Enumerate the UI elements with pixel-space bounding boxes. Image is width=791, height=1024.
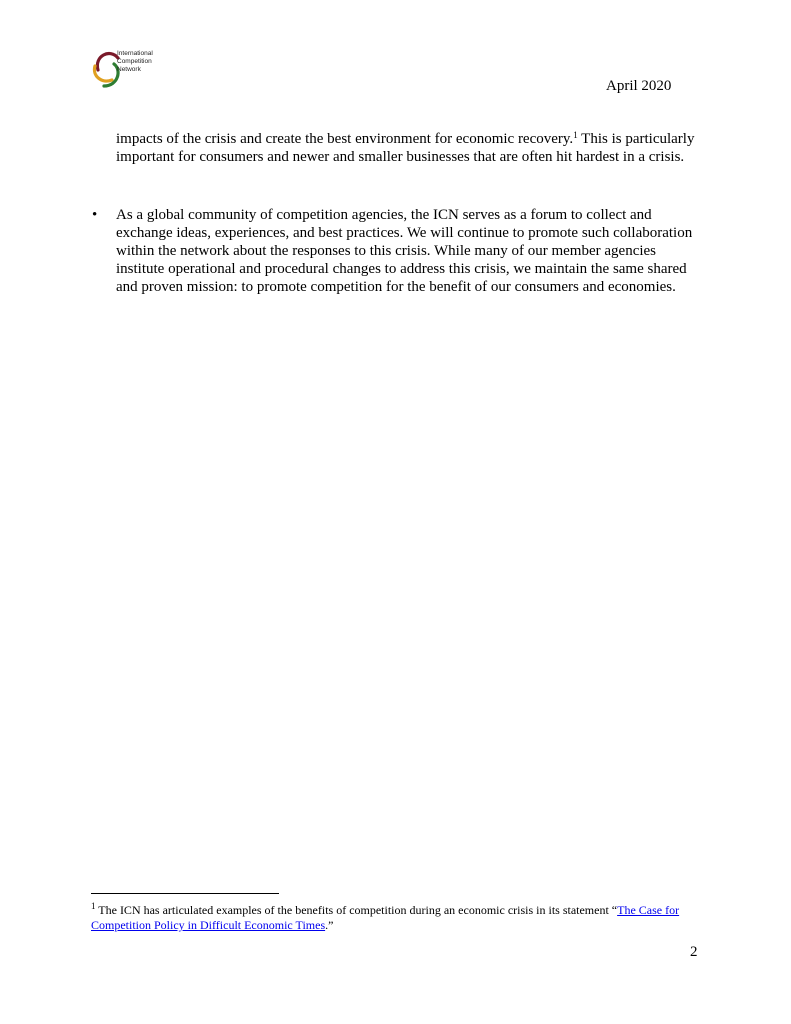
footnote-link[interactable]: The Case for Competition Policy in Difficult Economic Times (91, 903, 680, 932)
paragraph-continued (116, 130, 696, 166)
icn-logo-wordmark (117, 50, 153, 74)
bullet-marker: • (92, 207, 98, 223)
document-date: April 2020 (606, 78, 672, 94)
logo-line-1: International (117, 50, 153, 57)
icn-logo (92, 44, 204, 90)
logo-line-3: Network (117, 66, 141, 73)
logo-line-2: Competition (117, 58, 152, 65)
paragraph-text: impacts of the crisis and create the best environment for economic recovery. (116, 131, 574, 147)
footnote-separator (91, 893, 279, 894)
footnote-close: .” (325, 918, 334, 932)
paragraph-tail: This is particularly important for consumers and newer and smaller businesses that are often hit hardest in a crisis. (116, 131, 695, 165)
bullet-text: As a global community of competition agencies, the ICN serves as a forum to collect and exchange ideas, experiences, and best practices. We will continue to promote such collaboration within the network about the responses to this crisis. While many of our member agencies institute operational and procedural changes to address this crisis, we maintain the same shared and proven mission: to promote competition for the benefit of our consumers and economies. (116, 207, 693, 295)
page-number: 2 (690, 944, 698, 960)
footnote-reference[interactable]: 1 (573, 130, 578, 140)
footnote-number: 1 (91, 901, 96, 911)
footnote (91, 903, 691, 933)
footnote-text: The ICN has articulated examples of the benefits of competition during an economic crisis in its statement “ (95, 903, 618, 917)
